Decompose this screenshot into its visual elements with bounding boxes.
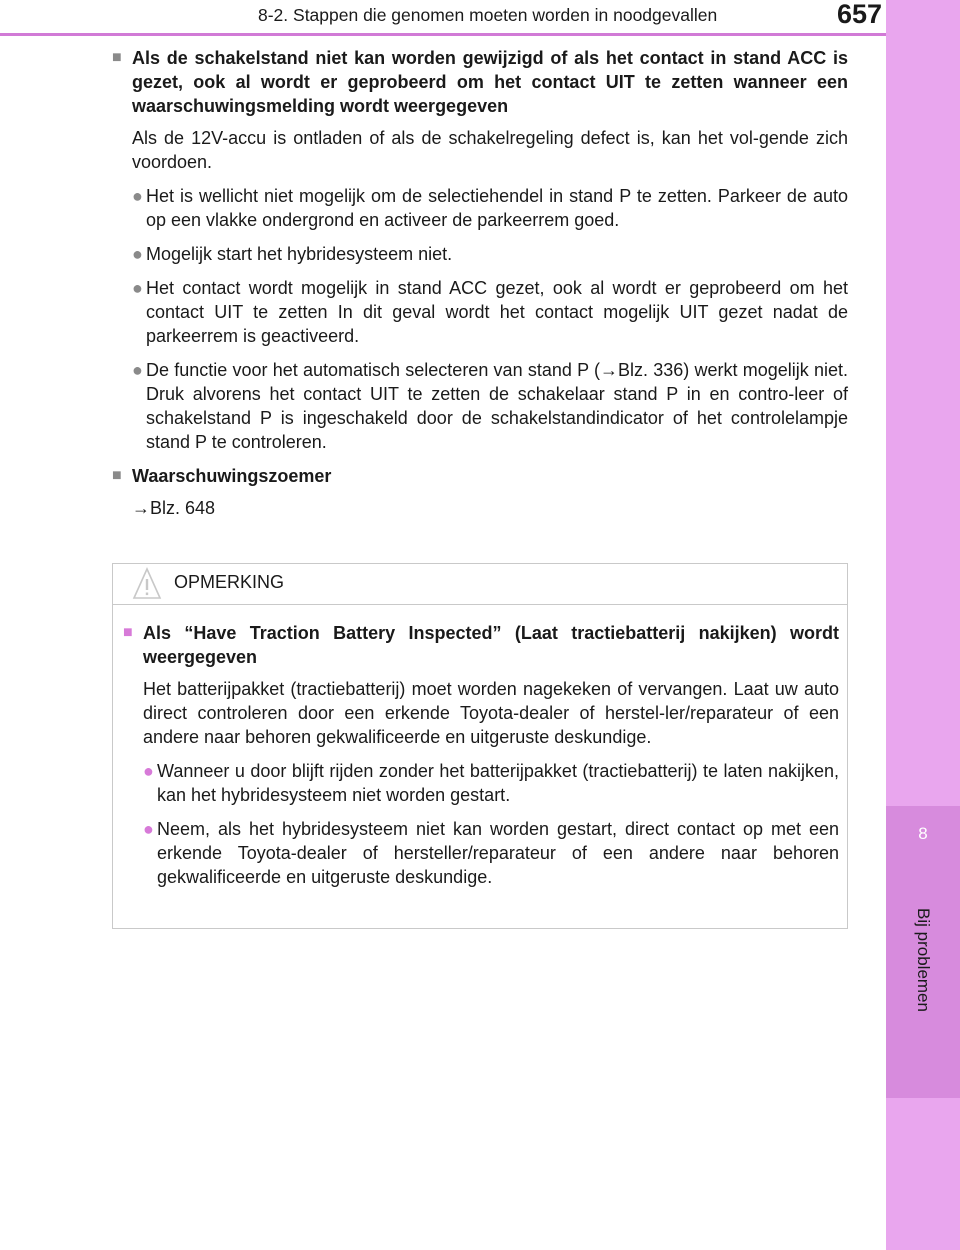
round-bullet-icon: ●: [132, 186, 143, 206]
list-item: [132, 276, 848, 348]
notice-heading: [123, 621, 839, 669]
list-item: [132, 358, 848, 454]
notice-intro: Het batterijpakket (tractiebatterij) moet worden nagekeken of vervangen. Laat uw auto direct controleren door een erkende Toyota-dealer of herstel-ler/reparateur of een andere naar behoren gekwalificeerde en uitgeruste deskundige.: [143, 679, 839, 747]
list-item: [143, 817, 839, 889]
header-rule: [0, 33, 886, 36]
page-header: [0, 0, 886, 36]
section-intro: Als de 12V-accu is ontladen of als de schakelregeling defect is, kan het vol-gende zich voordoen.: [132, 128, 848, 172]
square-bullet-icon: ■: [123, 624, 133, 641]
page-number: 657: [836, 0, 882, 29]
list-item-text: Het contact wordt mogelijk in stand ACC gezet, ook al wordt er geprobeerd om het contact UIT te zetten In dit geval wordt het contact mogelijk UIT gezet nadat de parkeerrem is geactiveerd.: [146, 278, 848, 346]
notice-body: [113, 605, 847, 889]
round-bullet-icon: ●: [132, 278, 143, 298]
list-item-text: Mogelijk start het hybridesysteem niet.: [146, 244, 453, 264]
warning-triangle-icon: [132, 567, 162, 601]
notice-title: OPMERKING: [174, 572, 285, 592]
list-item: [132, 184, 848, 232]
notice-header: [113, 564, 847, 605]
list-item-text: Neem, als het hybridesysteem niet kan worden gestart, direct contact op met een erkende Toyota-dealer of hersteller/reparateur of een andere naar behoren gekwalificeerde en uitgeruste deskundige.: [157, 819, 839, 887]
round-bullet-icon: ●: [143, 819, 154, 839]
list-item-text: Wanneer u door blijft rijden zonder het batterijpakket (tractiebatterij) te laten nakijken, kan het hybridesysteem niet worden gestart.: [157, 761, 839, 805]
round-bullet-icon: ●: [132, 360, 143, 380]
cross-reference-link[interactable]: →Blz. 648: [132, 498, 216, 518]
section-title: 8-2. Stappen die genomen moeten worden in noodgevallen: [258, 5, 718, 25]
list-item-text: Het is wellicht niet mogelijk om de selectiehendel in stand P te zetten. Parkeer de auto op een vlakke ondergrond en activeer de parkeerrem goed.: [146, 186, 848, 230]
section-heading-text: Waarschuwingszoemer: [132, 466, 332, 486]
notice-heading-text: Als “Have Traction Battery Inspected” (Laat tractiebatterij nakijken) wordt weergegeven: [143, 623, 839, 667]
section-heading: [112, 464, 848, 488]
chapter-label-text: Bij problemen: [914, 908, 933, 1012]
list-item-text: De functie voor het automatisch selecteren van stand P (→Blz. 336) werkt mogelijk niet. Druk alvorens het contact UIT te zetten de schakelaar stand P in en contro-leer of schakelstand P is ingeschakeld door de schakelstandindicator of het controlelampje stand P te controleren.: [146, 360, 848, 452]
notice-box: [112, 563, 848, 929]
list-item: [132, 242, 848, 266]
chapter-label: [898, 890, 948, 1030]
square-bullet-icon: ■: [112, 467, 122, 484]
round-bullet-icon: ●: [143, 761, 154, 781]
square-bullet-icon: ■: [112, 49, 122, 66]
section-heading: [112, 46, 848, 118]
list-item: [143, 759, 839, 807]
main-content: [112, 46, 848, 538]
section-heading-text: Als de schakelstand niet kan worden gewijzigd of als het contact in stand ACC is gezet, ook al wordt er geprobeerd om het contact UIT te zetten wanneer een waarschuwingsmelding wordt weergegeven: [132, 48, 848, 116]
round-bullet-icon: ●: [132, 244, 143, 264]
chapter-number: 8: [918, 824, 928, 843]
